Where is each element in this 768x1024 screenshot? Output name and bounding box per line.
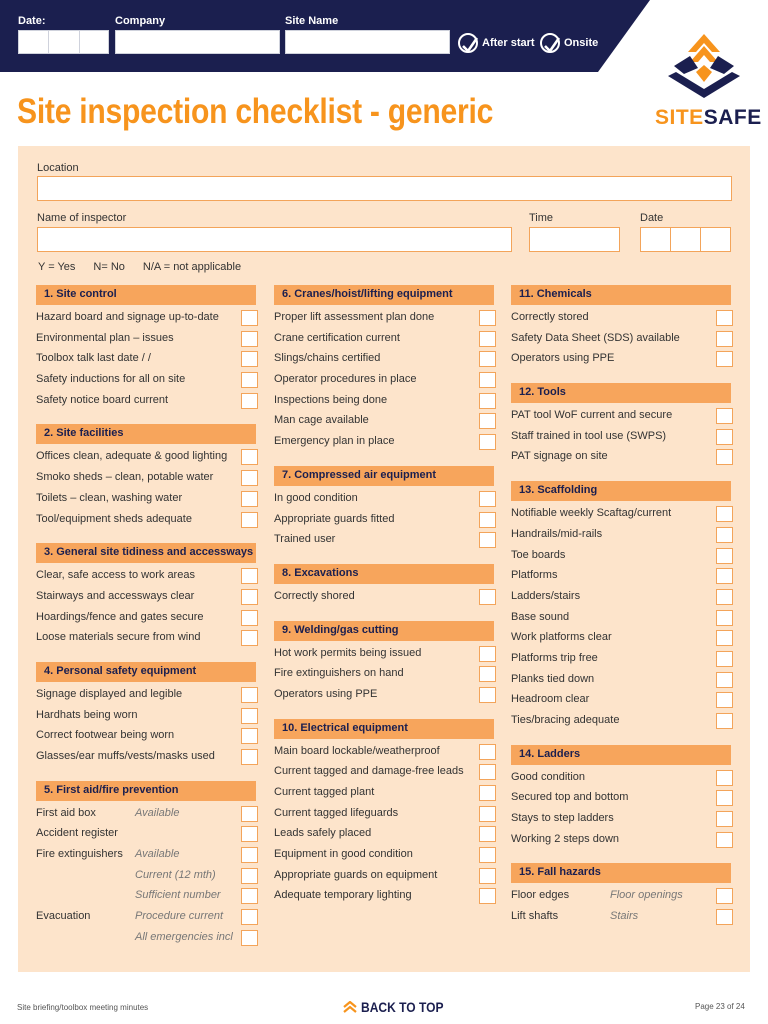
checklist-item-label: Glasses/ear muffs/vests/masks used [36, 750, 215, 762]
onsite-option[interactable] [540, 33, 598, 53]
section-header-chemicals [511, 285, 731, 305]
section-spacer [274, 551, 494, 564]
checklist-item-label: Staff trained in tool use (SWPS) [511, 429, 667, 442]
checkbox[interactable] [716, 568, 733, 584]
checklist-item [274, 510, 494, 531]
checkbox[interactable] [479, 512, 496, 528]
checkbox[interactable] [479, 372, 496, 388]
checkbox[interactable] [716, 811, 733, 827]
checkbox[interactable] [241, 806, 258, 822]
checklist-item-label: Current tagged plant [274, 786, 375, 798]
checklist-item-note: Current (12 mth) [135, 868, 216, 881]
checklist-item [511, 427, 731, 448]
section-header-site-facilities [36, 424, 256, 444]
checkbox[interactable] [479, 331, 496, 347]
checkbox[interactable] [479, 847, 496, 863]
checkbox[interactable] [479, 646, 496, 662]
checklist-item-label: Working 2 steps down [511, 832, 620, 845]
checklist-item-label: Crane certification current [274, 331, 400, 344]
checklist-item [274, 685, 494, 706]
checklist-item-label: Stairways and accessways clear [36, 589, 195, 602]
section-title: 15. Fall hazards [519, 866, 601, 879]
checklist-item-label: Slings/chains certified [274, 352, 381, 365]
checkbox[interactable] [479, 785, 496, 801]
checkbox[interactable] [716, 790, 733, 806]
checklist-item [511, 447, 731, 468]
checklist-item [36, 468, 256, 489]
checklist-item-label: Correctly stored [511, 311, 589, 323]
checklist-item [274, 644, 494, 665]
checkbox[interactable] [479, 491, 496, 507]
checklist-item-label: Stays to step ladders [511, 812, 614, 825]
checklist-item [36, 804, 256, 825]
checkbox[interactable] [716, 310, 733, 326]
inspector-input[interactable] [37, 227, 512, 252]
section-spacer [511, 850, 731, 863]
checklist-item-label: PAT signage on site [511, 450, 608, 463]
location-label: Location [37, 162, 79, 174]
checklist-item [274, 762, 494, 783]
checkbox[interactable] [716, 548, 733, 564]
checklist-item-label: Toilets – clean, washing water [36, 491, 183, 504]
checklist-item [274, 664, 494, 685]
checklist-item-label: Good condition [511, 770, 585, 783]
time-label: Time [529, 212, 554, 224]
after-start-option[interactable] [458, 33, 535, 53]
checkbox[interactable] [716, 692, 733, 708]
checkbox[interactable] [479, 589, 496, 605]
checklist-item-label: Inspections being done [274, 393, 388, 406]
checklist-item [274, 587, 494, 608]
checklist-item-label: Operators using PPE [511, 352, 615, 365]
checklist-item [36, 907, 256, 928]
checklist-item-note: Sufficient number [135, 889, 221, 902]
check-circle-icon [458, 33, 478, 53]
checklist-item-label: Equipment in good condition [274, 848, 413, 861]
checklist-item-label: Smoko sheds – clean, potable water [36, 471, 214, 484]
checklist-item-label: Headroom clear [511, 693, 590, 706]
checklist-item [511, 628, 731, 649]
checklist-item-label: Appropriate guards on equipment [274, 868, 438, 881]
checklist-item [511, 711, 731, 732]
checklist-item-label: Ties/bracing adequate [511, 714, 620, 726]
checklist-item-label: Accident register [36, 827, 118, 840]
checklist-item [36, 824, 256, 845]
checklist-item-label: Correct footwear being worn [36, 729, 175, 742]
checkbox[interactable] [479, 310, 496, 326]
checklist-item-label: In good condition [274, 491, 358, 504]
location-input[interactable] [37, 176, 732, 201]
checklist-item [511, 566, 731, 587]
checkbox[interactable] [479, 532, 496, 548]
section-spacer [36, 530, 256, 543]
checklist-item [36, 845, 256, 866]
checkbox[interactable] [241, 393, 258, 409]
checklist-item [511, 546, 731, 567]
checkbox[interactable] [241, 512, 258, 528]
checklist-item-label: Correctly shored [274, 589, 355, 602]
checkbox[interactable] [479, 744, 496, 760]
page-title: Site inspection checklist - generic [17, 92, 494, 131]
checklist-item [274, 329, 494, 350]
logo-wordmark: SITESAFE [655, 106, 762, 129]
checklist-item-label: Loose materials secure from wind [36, 631, 201, 644]
section-header-site-control [36, 285, 256, 305]
checkbox[interactable] [479, 351, 496, 367]
checklist-item-label: Environmental plan – issues [36, 331, 174, 344]
checkbox[interactable] [716, 770, 733, 786]
checklist-item-label: Fire extinguishers on hand [274, 667, 404, 680]
checklist-item [511, 830, 731, 851]
checklist-item-label: Current tagged and damage-free leads [274, 765, 464, 778]
section-spacer [511, 732, 731, 745]
checkbox[interactable] [241, 610, 258, 626]
checklist-item-label: Evacuation [36, 910, 91, 923]
checklist-item-label: Hardhats being worn [36, 708, 138, 721]
checklist-item [36, 628, 256, 649]
section-header-first-aid-fire-prevention [36, 781, 256, 801]
checklist-item [511, 406, 731, 427]
checklist-item [36, 608, 256, 629]
checklist-item [274, 845, 494, 866]
checklist-item [36, 706, 256, 727]
checklist-item [36, 587, 256, 608]
section-title: 4. Personal safety equipment [44, 664, 197, 677]
checklist-item-label: Operator procedures in place [274, 373, 417, 386]
checklist-item [36, 886, 256, 907]
checklist-item-label: Toe boards [511, 548, 566, 561]
checklist-item [511, 329, 731, 350]
section-header-general-site-tidiness-and-accessways [36, 543, 256, 563]
checklist-item-label: First aid box [36, 806, 96, 819]
checkbox[interactable] [716, 832, 733, 848]
checklist-item [274, 308, 494, 329]
checklist-item [274, 886, 494, 907]
checkbox[interactable] [716, 610, 733, 626]
checkbox[interactable] [241, 589, 258, 605]
checkbox[interactable] [479, 806, 496, 822]
checklist-item-label: Operators using PPE [274, 687, 378, 700]
checklist-item [36, 370, 256, 391]
checkbox[interactable] [716, 429, 733, 445]
section-header-scaffolding [511, 481, 731, 501]
checkbox[interactable] [241, 826, 258, 842]
checklist-item [274, 432, 494, 453]
section-spacer [511, 468, 731, 481]
section-title: 7. Compressed air equipment [282, 468, 437, 481]
checkbox[interactable] [241, 310, 258, 326]
checklist-item-label: Hazard board and signage up-to-date [36, 311, 219, 323]
date-label: Date: [18, 15, 46, 27]
checklist-item [511, 788, 731, 809]
checklist-item [511, 525, 731, 546]
checklist-item-label: Floor edges [511, 889, 570, 902]
checkbox[interactable] [241, 449, 258, 465]
checkbox[interactable] [716, 589, 733, 605]
checklist-item [274, 391, 494, 412]
section-spacer [36, 768, 256, 781]
checkbox[interactable] [241, 331, 258, 347]
date-field-input[interactable] [640, 227, 731, 252]
checkbox[interactable] [716, 651, 733, 667]
section-title: 6. Cranes/hoist/lifting equipment [282, 288, 453, 300]
section-spacer [36, 411, 256, 424]
checklist-item [274, 489, 494, 510]
section-header-compressed-air-equipment [274, 466, 494, 486]
onsite-label: Onsite [564, 37, 599, 49]
back-to-top-label: BACK TO TOP [361, 999, 444, 1015]
answer-legend [38, 261, 241, 273]
checklist-item-label: Secured top and bottom [511, 791, 629, 804]
site-name-input[interactable] [285, 30, 450, 54]
section-spacer [36, 649, 256, 662]
checklist-item [511, 649, 731, 670]
checkbox[interactable] [479, 826, 496, 842]
checklist-item-label: Safety Data Sheet (SDS) available [511, 331, 680, 344]
checkbox[interactable] [241, 491, 258, 507]
checklist-item [36, 928, 256, 949]
checklist-item-label: Ladders/stairs [511, 589, 581, 602]
section-title: 3. General site tidiness and accessways [44, 546, 254, 559]
checklist-item-label: Safety notice board current [36, 393, 169, 406]
checklist-item [36, 747, 256, 768]
checkbox[interactable] [241, 728, 258, 744]
section-spacer [511, 370, 731, 383]
checkbox[interactable] [716, 672, 733, 688]
checklist-item [511, 907, 731, 928]
header-bar [0, 0, 650, 72]
checklist-item-label: Base sound [511, 610, 570, 623]
checklist-item [36, 510, 256, 531]
section-spacer [274, 608, 494, 621]
checklist-item-label: Fire extinguishers [36, 848, 123, 861]
checklist-item-label: Signage displayed and legible [36, 687, 183, 700]
checklist-item-label: Clear, safe access to work areas [36, 569, 195, 582]
checkbox[interactable] [479, 413, 496, 429]
section-title: 10. Electrical equipment [282, 721, 408, 734]
checklist-item-note: Available [135, 806, 180, 819]
company-label: Company [115, 15, 166, 27]
checklist-item-label: Hoardings/fence and gates secure [36, 610, 204, 623]
checkbox[interactable] [716, 351, 733, 367]
checkbox[interactable] [716, 888, 733, 904]
checkbox[interactable] [716, 408, 733, 424]
section-title: 8. Excavations [282, 566, 359, 579]
site-name-label: Site Name [285, 15, 339, 27]
checklist-item-label: Leads safely placed [274, 827, 372, 840]
checklist-item [36, 866, 256, 887]
checklist-item-note: Available [135, 848, 180, 861]
checklist-item-label: Trained user [274, 533, 336, 546]
checkbox[interactable] [479, 434, 496, 450]
checklist-item-label: Man cage available [274, 414, 369, 427]
section-title: 11. Chemicals [519, 288, 592, 300]
checklist-item [274, 370, 494, 391]
checklist-item [274, 824, 494, 845]
checklist-item [274, 783, 494, 804]
section-header-welding-gas-cutting [274, 621, 494, 641]
checklist-item [36, 329, 256, 350]
checklist-item-label: Work platforms clear [511, 631, 612, 644]
checklist-item-label: Appropriate guards fitted [274, 512, 395, 525]
checkbox[interactable] [241, 708, 258, 724]
checklist-item [511, 608, 731, 629]
checkbox[interactable] [241, 847, 258, 863]
page-number: Page 23 of 24 [695, 1002, 745, 1011]
checklist-item-label: Offices clean, adequate & good lighting [36, 450, 228, 463]
checklist-item-label: Proper lift assessment plan done [274, 311, 435, 323]
checkbox[interactable] [241, 868, 258, 884]
checklist-item [36, 308, 256, 329]
checkbox[interactable] [241, 372, 258, 388]
checkbox[interactable] [241, 568, 258, 584]
checklist-item [36, 726, 256, 747]
check-circle-icon [540, 33, 560, 53]
legend-na: N/A = not applicable [142, 261, 242, 273]
checklist-item-label: Hot work permits being issued [274, 646, 422, 659]
checklist-item [274, 866, 494, 887]
checklist-column-2 [274, 285, 494, 907]
checklist-column-3 [511, 285, 731, 928]
checklist-item [36, 566, 256, 587]
checkbox[interactable] [241, 909, 258, 925]
checklist-item-label: Planks tied down [511, 672, 595, 685]
checkbox[interactable] [716, 331, 733, 347]
checkbox[interactable] [241, 749, 258, 765]
back-to-top-link[interactable] [343, 999, 457, 1015]
section-title: 14. Ladders [519, 747, 581, 760]
checklist-item [274, 804, 494, 825]
section-title: 2. Site facilities [44, 427, 124, 440]
checkbox[interactable] [716, 909, 733, 925]
footer-document-name: Site briefing/toolbox meeting minutes [17, 1003, 149, 1012]
checklist-item [511, 670, 731, 691]
checklist-item-label: Current tagged lifeguards [274, 806, 399, 819]
checkbox[interactable] [716, 527, 733, 543]
checklist-item [274, 530, 494, 551]
section-spacer [274, 453, 494, 466]
section-header-fall-hazards [511, 863, 731, 883]
checkbox[interactable] [479, 393, 496, 409]
section-header-electrical-equipment [274, 719, 494, 739]
checkbox[interactable] [241, 630, 258, 646]
section-header-tools [511, 383, 731, 403]
checkbox[interactable] [241, 470, 258, 486]
checklist-item-note: All emergencies incl [135, 930, 233, 943]
date-field-label: Date [640, 212, 664, 224]
checklist-item-note: Floor openings [610, 889, 683, 902]
checkbox[interactable] [479, 687, 496, 703]
double-chevron-up-icon [343, 1001, 357, 1013]
section-title: 13. Scaffolding [519, 484, 598, 497]
section-title: 9. Welding/gas cutting [282, 623, 399, 636]
section-spacer [274, 706, 494, 719]
section-title: 12. Tools [519, 386, 566, 399]
checklist-item [274, 411, 494, 432]
company-input[interactable] [115, 30, 280, 54]
checklist-item [36, 447, 256, 468]
inspector-label: Name of inspector [37, 212, 127, 224]
checklist-item [511, 690, 731, 711]
checklist-item-label: Platforms [511, 569, 558, 582]
section-title: 1. Site control [44, 288, 117, 300]
checklist-item [511, 349, 731, 370]
checklist-item [511, 809, 731, 830]
checklist-item [36, 685, 256, 706]
date-input[interactable] [18, 30, 109, 54]
checkbox[interactable] [716, 449, 733, 465]
after-start-label: After start [482, 37, 535, 49]
checkbox[interactable] [716, 506, 733, 522]
checklist-item-label: Lift shafts [511, 910, 559, 923]
checkbox[interactable] [716, 630, 733, 646]
checklist-column-1 [36, 285, 256, 949]
checklist-item [511, 504, 731, 525]
checkbox[interactable] [241, 930, 258, 946]
checklist-item [36, 489, 256, 510]
checklist-item [274, 742, 494, 763]
checklist-item [511, 886, 731, 907]
checklist-item-label: Toolbox talk last date / / [36, 352, 151, 365]
checklist-item-label: Safety inductions for all on site [36, 373, 186, 386]
checkbox[interactable] [241, 351, 258, 367]
checklist-item-label: Adequate temporary lighting [274, 889, 412, 902]
section-header-cranes-hoist-lifting-equipment [274, 285, 494, 305]
checklist-item-note: Procedure current [135, 910, 224, 923]
section-header-personal-safety-equipment [36, 662, 256, 682]
checkbox[interactable] [241, 888, 258, 904]
section-header-excavations [274, 564, 494, 584]
section-title: 5. First aid/fire prevention [44, 783, 179, 796]
checkbox[interactable] [479, 666, 496, 682]
checklist-item [511, 308, 731, 329]
checkbox[interactable] [479, 868, 496, 884]
legend-yes: Y = Yes [38, 261, 76, 273]
checklist-item [511, 768, 731, 789]
legend-no: N= No [93, 261, 125, 273]
checklist-item-label: Tool/equipment sheds adequate [36, 512, 192, 525]
time-input[interactable] [529, 227, 620, 252]
checklist-item [36, 349, 256, 370]
checklist-item-label: Handrails/mid-rails [511, 527, 603, 540]
section-header-ladders [511, 745, 731, 765]
checklist-item-label: Notifiable weekly Scaftag/current [511, 507, 672, 520]
checklist-item-label: PAT tool WoF current and secure [511, 409, 673, 422]
checklist-item-note: Stairs [610, 910, 639, 923]
checkbox[interactable] [716, 713, 733, 729]
checkbox[interactable] [479, 888, 496, 904]
checklist-item-label: Platforms trip free [511, 651, 598, 664]
checklist-item [274, 349, 494, 370]
checklist-item-label: Main board lockable/weatherproof [274, 744, 440, 757]
checklist-item-label: Emergency plan in place [274, 435, 395, 448]
checkbox[interactable] [479, 764, 496, 780]
checkbox[interactable] [241, 687, 258, 703]
checklist-item [511, 587, 731, 608]
checklist-item [36, 391, 256, 412]
